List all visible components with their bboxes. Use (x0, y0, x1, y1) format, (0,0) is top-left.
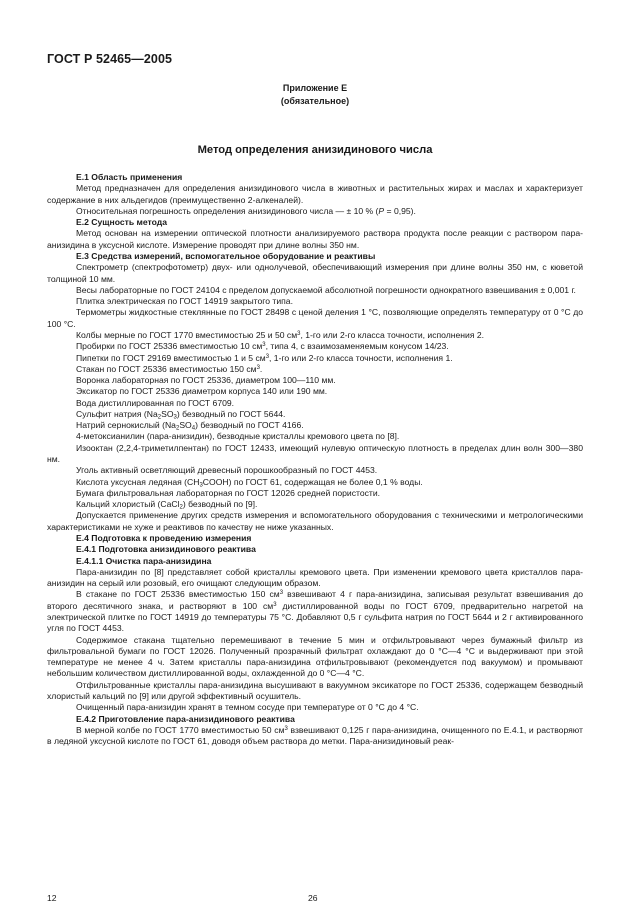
paragraph: Относительная погрешность определения анизидинового числа — ± 10 % (P = 0,95). (76, 205, 416, 216)
paragraph: Уголь активный осветляющий древесный порошкообразный по ГОСТ 4453. (76, 465, 378, 476)
appendix-label: Приложение Е (282, 83, 348, 93)
section-heading: Е.4 Подготовка к проведению измерения (76, 533, 252, 543)
method-title: Метод определения анизидинового числа (197, 144, 433, 156)
paragraph: Вода дистиллированная по ГОСТ 6709. (76, 397, 235, 408)
section-heading: Е.4.2 Приготовление пара-анизидинового реактива (76, 713, 295, 724)
paragraph: Метод основан на измерении оптической плотности анализируемого раствора продукта после реакции с раствором пара-анизидина в уксусной кислоте. Измерение проводят при длине волны 350 нм. (47, 228, 583, 250)
paragraph: В мерной колбе по ГОСТ 1770 вместимостью 50 $см^3$ взвешивают 0,125 г пара-анизидина, очищенного по Е.4.1, и растворяют в ледяной уксусной кислоте по ГОСТ 61, доводя объем раствора до метки. Пара-анизидиновый реак- (47, 724, 583, 747)
paragraph: Натрий сернокислый $(Na_2SO_4)$ безводный по ГОСТ 4166. (76, 420, 304, 432)
paragraph: Пара-анизидин по [8] представляет собой кристаллы кремового цвета. При изменении кремового цвета кристаллов пара-анизидин на серый или розовый, его очищают следующим образом. (47, 566, 583, 589)
page-number-left: 12 (47, 893, 57, 903)
paragraph: Пипетки по ГОСТ 29169 вместимостью 1 и 5 $см^3$, 1-го или 2-го класса точности, исполнения 1. (76, 352, 453, 363)
paragraph: Кислота уксусная ледяная $(CH_3COOH)$ по ГОСТ 61, содержащая не более 0,1 % воды. (76, 476, 423, 489)
appendix-status: (обязательное) (280, 96, 350, 106)
paragraph: Бумага фильтровальная лабораторная по ГОСТ 12026 средней пористости. (76, 487, 381, 498)
section-heading: Е.1 Область применения (76, 172, 183, 182)
section-heading: Е.3 Средства измерений, вспомогательное оборудование и реактивы (76, 250, 376, 261)
paragraph: Стакан по ГОСТ 25336 вместимостью 150 $см^3$. (76, 363, 263, 374)
paragraph: Воронка лабораторная по ГОСТ 25336, диаметром 100—110 мм. (76, 375, 336, 386)
paragraph: Колбы мерные по ГОСТ 1770 вместимостью 25 и 50 $см^3$, 1-го или 2-го класса точности, исполнения 2. (76, 329, 485, 340)
paragraph: Отфильтрованные кристаллы пара-анизидина высушивают в вакуумном эксикаторе по ГОСТ 25336, содержащем безводный хлористый кальций по [9] или другой эффективный осушитель. (47, 679, 583, 701)
paragraph: Кальций хлористый (CaCl$_2$) безводный по [9]. (76, 499, 258, 511)
paragraph: Изооктан (2,2,4-триметилпентан) по ГОСТ 12433, имеющий нулевую оптическую плотность в пределах длин волн 300—380 нм. (47, 442, 583, 465)
section-heading: Е.4.1.1 Очистка пара-анизидина (76, 555, 212, 566)
page-number-center: 26 (308, 893, 318, 903)
paragraph: 4-метоксианилин (пара-анизидин), безводные кристаллы кремового цвета по [8]. (76, 431, 400, 442)
section-heading: Е.4.1 Подготовка анизидинового реактива (76, 544, 256, 555)
paragraph: Эксикатор по ГОСТ 25336 диаметром корпуса 140 или 190 мм. (76, 386, 328, 397)
paragraph: Очищенный пара-анизидин хранят в темном сосуде при температуре от 0 °С до 4 °С. (76, 702, 419, 713)
paragraph: Метод предназначен для определения анизидинового числа в животных и растительных жирах и маслах и характеризует содержание в них альдегидов (преимущественно 2-алкеналей). (47, 183, 583, 205)
paragraph: Спектрометр (спектрофотометр) двух- или однолучевой, обеспечивающий измерения при длине волны 350 нм, с кюветой толщиной 10 мм. (47, 262, 583, 284)
paragraph: Допускается применение других средств измерения и вспомогательного оборудования с техническими и метрологическими характеристиками не хуже и реактивов по качеству не ниже указанных. (47, 510, 583, 532)
paragraph: Весы лабораторные по ГОСТ 24104 с пределом допускаемой абсолютной погрешности однократного взвешивания ± 0,001 г. (76, 284, 576, 295)
paragraph: Плитка электрическая по ГОСТ 14919 закрытого типа. (76, 296, 293, 307)
appendix-heading (0, 82, 630, 108)
paragraph: Термометры жидкостные стеклянные по ГОСТ 28498 с ценой деления 1 °С, позволяющие определять температуру от 0 °С до 100 °С. (47, 307, 583, 329)
paragraph: В стакане по ГОСТ 25336 вместимостью 150 $см^3$ взвешивают 4 г пара-анизидина, записывая результат взвешивания до второго десятичного знака, и растворяют в 100 $см^3$ дистиллированной воды по ГОСТ 6709, предварительно нагретой на электрической плитке по ГОСТ 14919 до температуры 75 °С. Добавляют 0,5 г сульфита натрия по ГОСТ 5644 и 2 г активированного угля по ГОСТ 4453. (47, 589, 584, 634)
paragraph: Содержимое стакана тщательно перемешивают в течение 5 мин и отфильтровывают через бумажный фильтр из фильтровальной бумаги по ГОСТ 12026. Полученный прозрачный фильтрат охлаждают до 0 °С—4 °С и выдерживают при этой температуре не менее 4 ч. Затем кристаллы пара-анизидина отфильтровывают (рекомендуется под вакуумом) и промывают небольшим количеством дистиллированной воды, охлажденной до 0 °С—4 °С. (47, 634, 583, 679)
paragraph: Сульфит натрия $(Na_2SO_3)$ безводный по ГОСТ 5644. (76, 408, 286, 421)
standard-header: ГОСТ Р 52465—2005 (47, 52, 173, 66)
document-body (47, 172, 583, 747)
section-heading: Е.2 Сущность метода (76, 217, 167, 228)
paragraph: Пробирки по ГОСТ 25336 вместимостью 10 $см^3$, типа 4, с взаимозаменяемым конусом 14/23. (76, 341, 449, 352)
